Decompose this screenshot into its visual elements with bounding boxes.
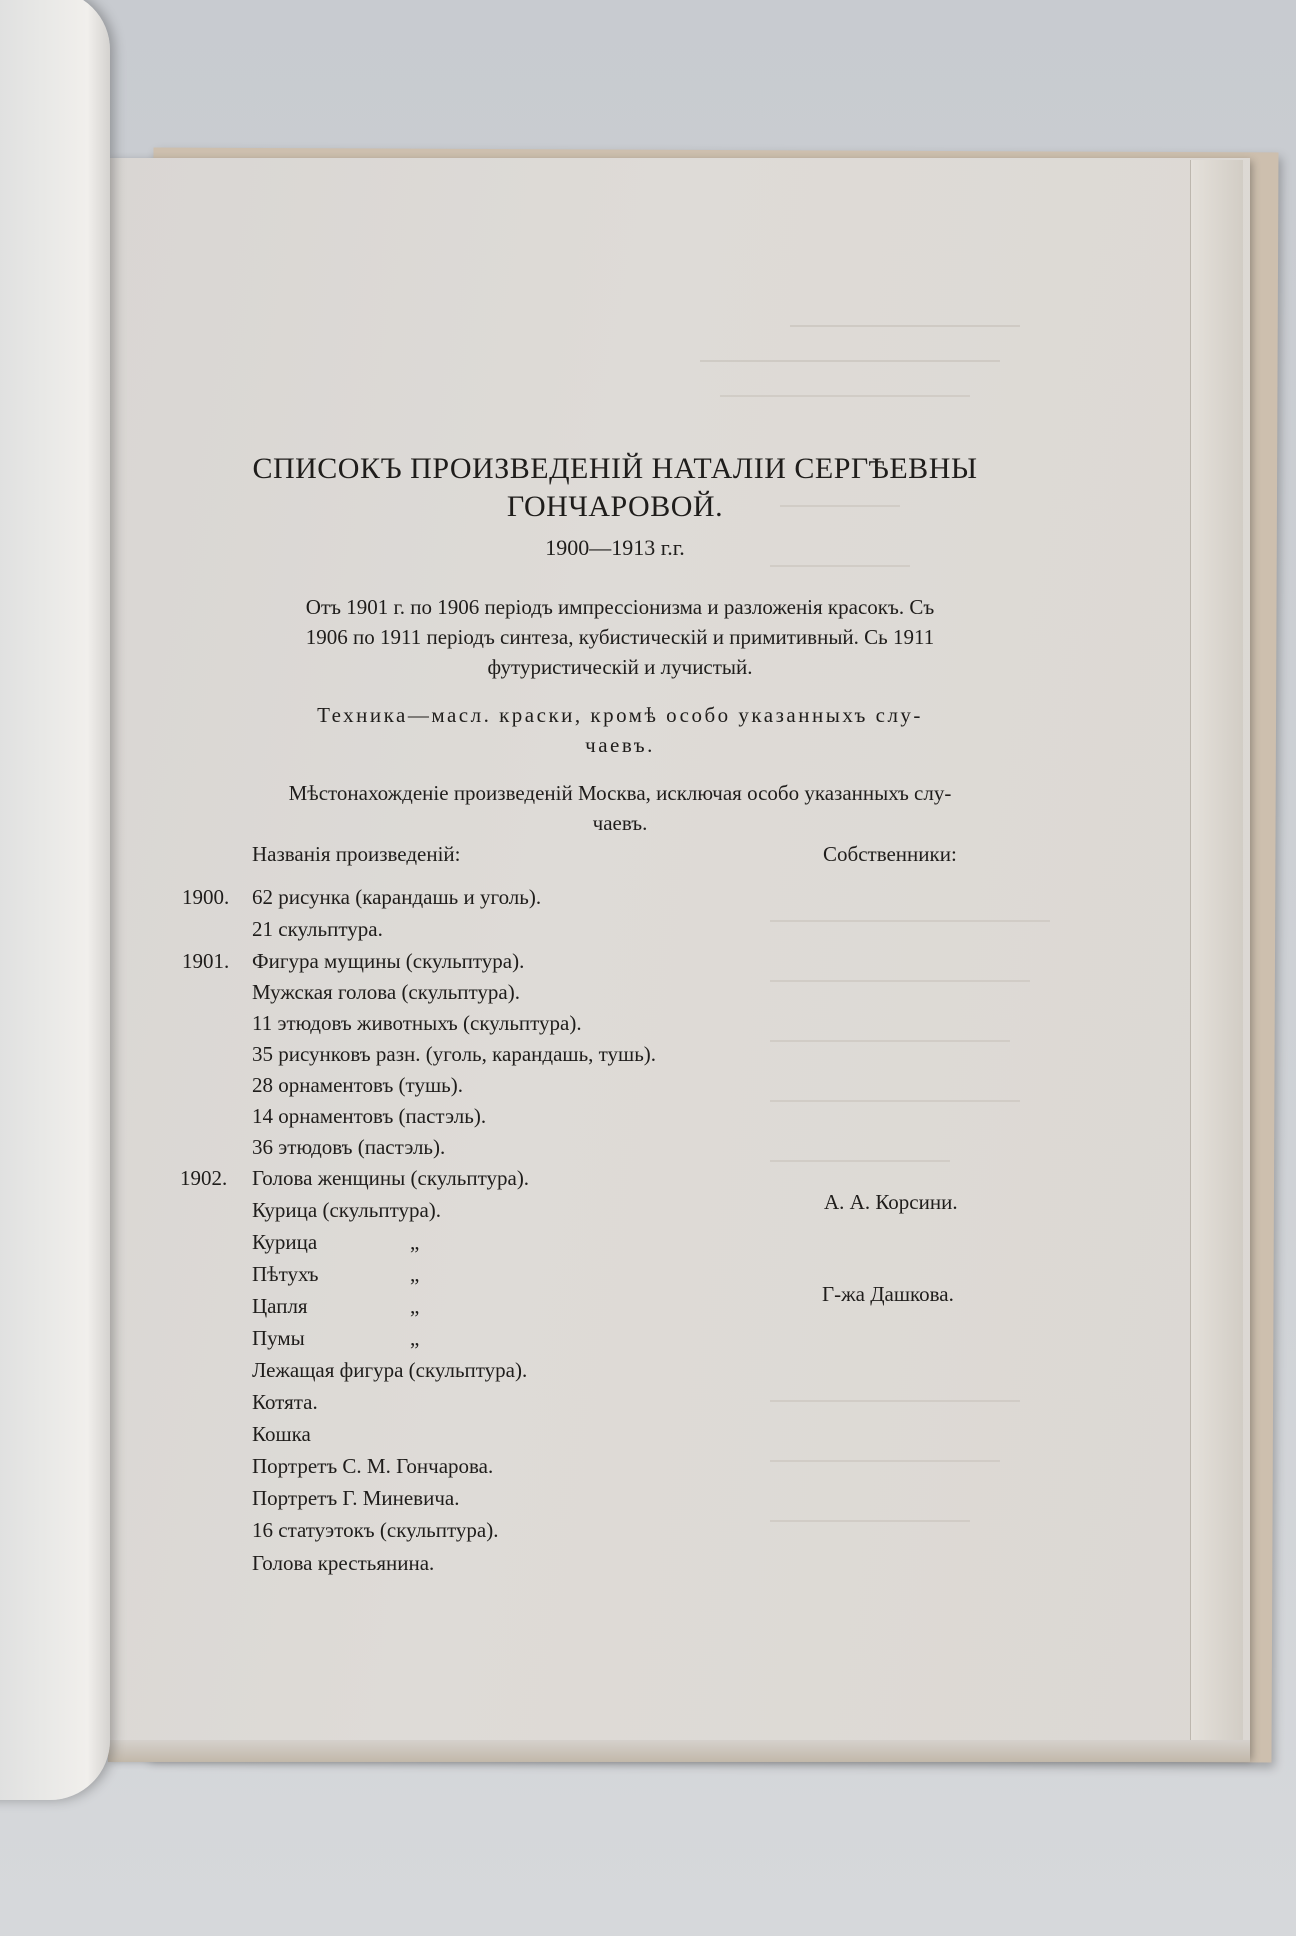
entry-title: Курица (скульптура). — [252, 1198, 442, 1222]
location-line-1: Мѣстонахожденіе произведеній Москва, исключая особо указанныхъ слу- — [288, 781, 952, 805]
entry-ditto: „ — [410, 1230, 420, 1254]
header-owners: Собственники: — [823, 842, 957, 866]
periods-line-1: Отъ 1901 г. по 1906 періодъ импрессіонизма и разложенія красокъ. Съ — [305, 595, 935, 619]
entry-title: 62 рисунка (карандашь и уголь). — [252, 885, 542, 909]
entry-title: 36 этюдовъ (пастэль). — [252, 1135, 446, 1159]
entry-ditto: „ — [410, 1294, 420, 1318]
periods-line-2: 1906 по 1911 періодъ синтеза, кубистическій и примитивный. Сь 1911 — [305, 625, 935, 649]
entry-title: Лежащая фигура (скульптура). — [252, 1358, 528, 1382]
entry-title: Голова женщины (скульптура). — [252, 1166, 530, 1190]
page-edge — [1190, 160, 1243, 1760]
entry-title: 28 орнаментовъ (тушь). — [252, 1073, 463, 1097]
entry-owner: А. А. Корсини. — [824, 1190, 958, 1214]
page-bottom-edge — [108, 1740, 1250, 1762]
entry-title: 11 этюдовъ животныхъ (скульптура). — [252, 1011, 582, 1035]
technique-line-1: Техника—масл. краски, кромѣ особо указанныхъ слу- — [317, 703, 923, 727]
periods-paragraph — [180, 592, 1060, 682]
entry-title: Мужская голова (скульптура). — [252, 980, 520, 1004]
entry-year: 1902. — [180, 1166, 228, 1190]
entry-ditto: „ — [410, 1262, 420, 1286]
location-line-2: чаевъ. — [592, 811, 648, 835]
entry-ditto: „ — [410, 1326, 420, 1350]
document-title — [230, 450, 1000, 526]
entry-title: Портретъ С. М. Гончарова. — [252, 1454, 494, 1478]
entry-title: 16 статуэтокъ (скульптура). — [252, 1518, 499, 1542]
technique-line-2: чаевъ. — [585, 733, 655, 757]
entry-title: Курица — [252, 1230, 318, 1254]
entry-title: Фигура мущины (скульптура). — [252, 949, 525, 973]
entry-title: Кошка — [252, 1422, 311, 1446]
title-line-2: ГОНЧАРОВОЙ. — [506, 490, 724, 523]
left-page-curl — [0, 0, 110, 1800]
location-paragraph — [180, 778, 1060, 838]
entry-owner: Г-жа Дашкова. — [822, 1282, 954, 1306]
entry-title: 14 орнаментовъ (пастэль). — [252, 1104, 487, 1128]
entry-title: Портретъ Г. Миневича. — [252, 1486, 460, 1510]
entry-title: Цапля — [252, 1294, 308, 1318]
header-works: Названія произведеній: — [252, 842, 461, 866]
entry-title: Пѣтухъ — [252, 1262, 319, 1286]
title-line-1: СПИСОКЪ ПРОИЗВЕДЕНІЙ НАТАЛІИ СЕРГѢЕВНЫ — [252, 452, 978, 485]
entry-year: 1900. — [182, 885, 230, 909]
periods-line-3: футуристическій и лучистый. — [487, 655, 753, 679]
document-years: 1900—1913 г.г. — [545, 535, 685, 560]
entry-title: 35 рисунковъ разн. (уголь, карандашь, тушь). — [252, 1042, 657, 1066]
technique-paragraph — [180, 700, 1060, 760]
entry-year: 1901. — [182, 949, 230, 973]
entry-title: Пумы — [252, 1326, 305, 1350]
entry-title: 21 скульптура. — [252, 917, 383, 941]
entry-title: Голова крестьянина. — [252, 1551, 435, 1575]
entry-title: Котята. — [252, 1390, 318, 1414]
